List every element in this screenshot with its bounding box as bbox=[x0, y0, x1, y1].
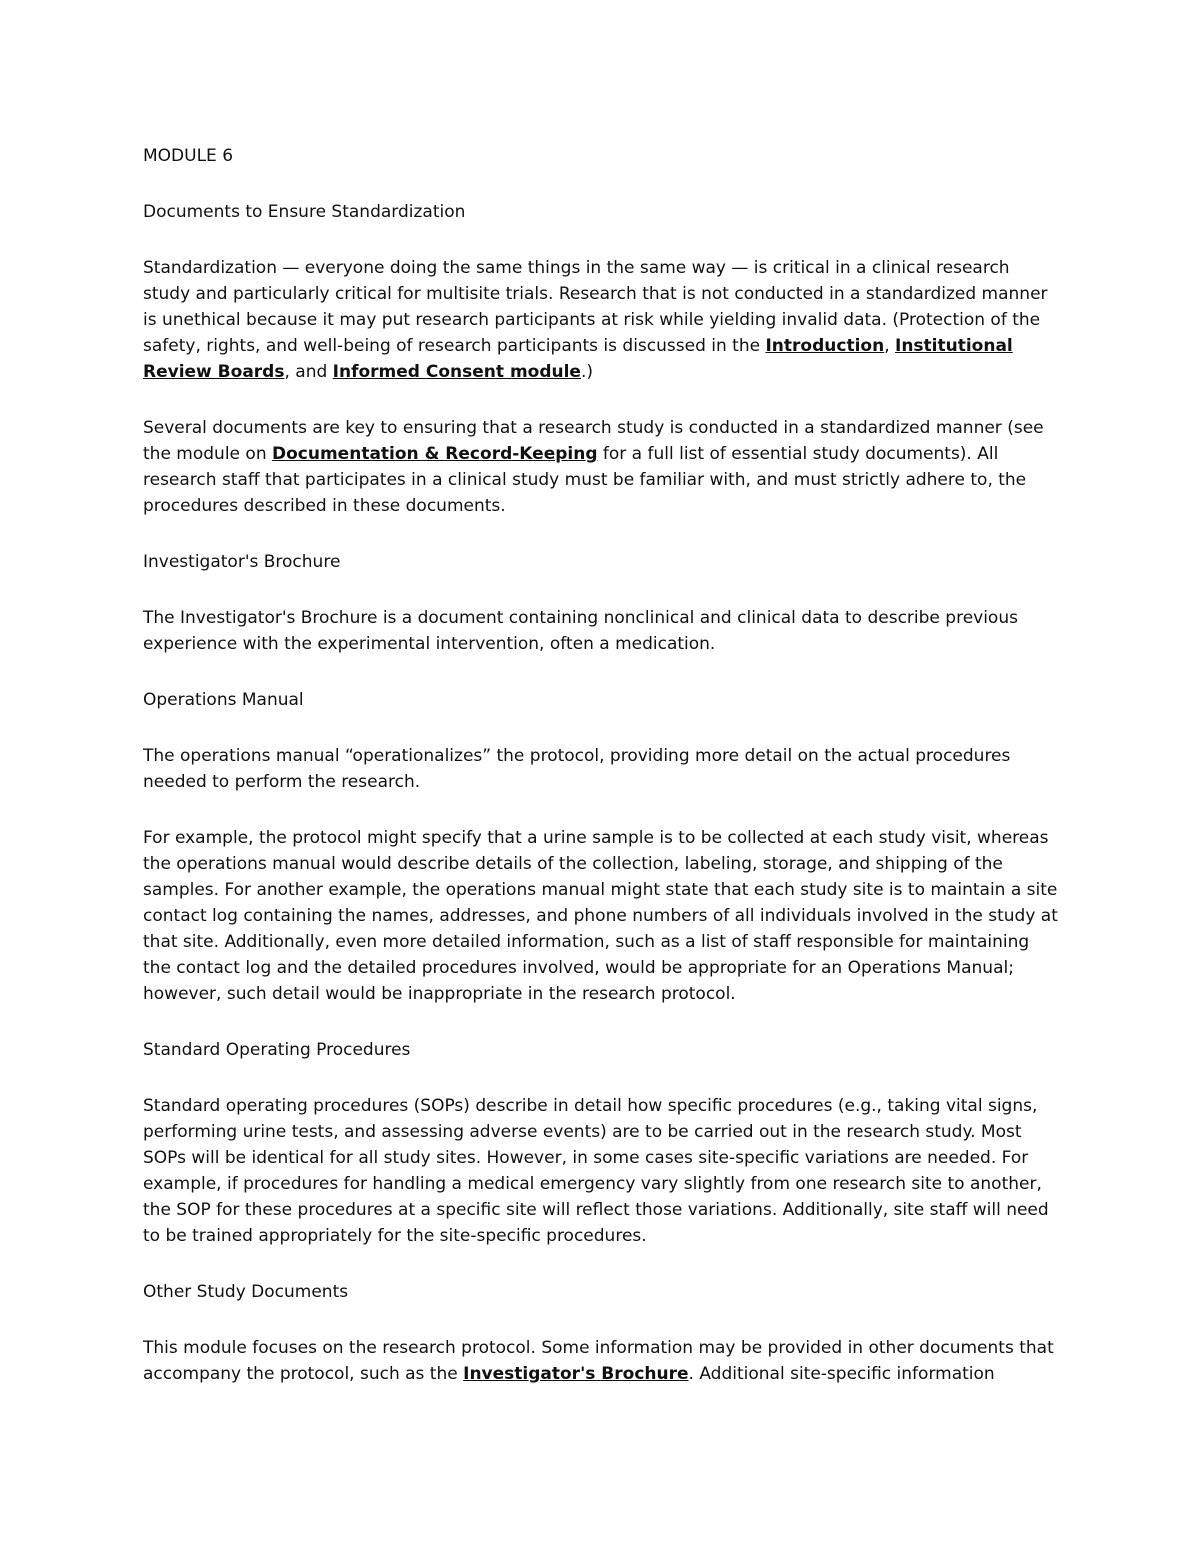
operations-manual-example-paragraph: For example, the protocol might specify that a urine sample is to be collected at each study visit, whereas the operations manual would describe details of the collection, labeling, storage, and shipping of the samples. For another example, the operations manual might state that each study site is to maintain a site contact log containing the names, addresses, and phone numbers of all individuals involved in the study at that site. Additionally, even more detailed information, such as a list of staff responsible for maintaining the contact log and the detailed procedures involved, would be appropriate for an Operations Manual; however, such detail would be inappropriate in the research protocol. bbox=[143, 828, 1058, 1004]
brochure-paragraph: The Investigator's Brochure is a document containing nonclinical and clinical data to describe previous experience with the experimental intervention, often a medication. bbox=[143, 608, 1018, 654]
intro-text: Standardization — everyone doing the same things in the same way — is critical in a clinical research study and particularly critical for multisite trials. Research that is not conducted in a standardized manner is unethical because it may put research participants at risk while yielding invalid data. (Protection of the safety, rights, and well-being of research participants is discussed in the bbox=[143, 258, 1048, 356]
key-documents-paragraph bbox=[143, 415, 1060, 519]
intro-separator: , and bbox=[284, 362, 333, 382]
intro-separator: , bbox=[884, 336, 895, 356]
section-title: Documents to Ensure Standardization bbox=[143, 202, 466, 222]
operations-manual-heading: Operations Manual bbox=[143, 690, 304, 710]
key-documents-text: Several documents are key to ensuring that a research study is conducted in a standardized manner (see the module on bbox=[143, 418, 1044, 464]
intro-paragraph bbox=[143, 255, 1060, 385]
other-documents-text: This module focuses on the research protocol. Some information may be provided in other documents that accompany the protocol, such as the bbox=[143, 1338, 1054, 1384]
other-documents-paragraph bbox=[143, 1335, 1060, 1387]
intro-text-end: .) bbox=[580, 362, 594, 382]
introduction-link[interactable]: Introduction bbox=[765, 336, 885, 356]
documentation-link[interactable]: Documentation & Record-Keeping bbox=[272, 444, 598, 464]
investigators-brochure-link[interactable]: Investigator's Brochure bbox=[463, 1364, 689, 1384]
irb-link[interactable]: Institutional Review Boards bbox=[143, 336, 1013, 382]
brochure-heading: Investigator's Brochure bbox=[143, 552, 341, 572]
informed-consent-link[interactable]: Informed Consent module bbox=[332, 362, 581, 382]
other-documents-heading: Other Study Documents bbox=[143, 1282, 349, 1302]
sops-heading: Standard Operating Procedures bbox=[143, 1040, 411, 1060]
operations-manual-paragraph: The operations manual “operationalizes” the protocol, providing more detail on the actual procedures needed to perform the research. bbox=[143, 746, 1011, 792]
key-documents-text-end: for a full list of essential study documents). All research staff that participates in a clinical study must be familiar with, and must strictly adhere to, the procedures described in these documents. bbox=[143, 444, 1027, 516]
other-documents-text-end: . Additional site-specific information bbox=[688, 1364, 995, 1384]
module-title: MODULE 6 bbox=[143, 146, 234, 166]
sops-paragraph: Standard operating procedures (SOPs) describe in detail how specific procedures (e.g., taking vital signs, performing urine tests, and assessing adverse events) are to be carried out in the research study. Most SOPs will be identical for all study sites. However, in some cases site-specific variations are needed. For example, if procedures for handling a medical emergency vary slightly from one research site to another, the SOP for these procedures at a specific site will reflect those variations. Additionally, site staff will need to be trained appropriately for the site-specific procedures. bbox=[143, 1096, 1049, 1246]
